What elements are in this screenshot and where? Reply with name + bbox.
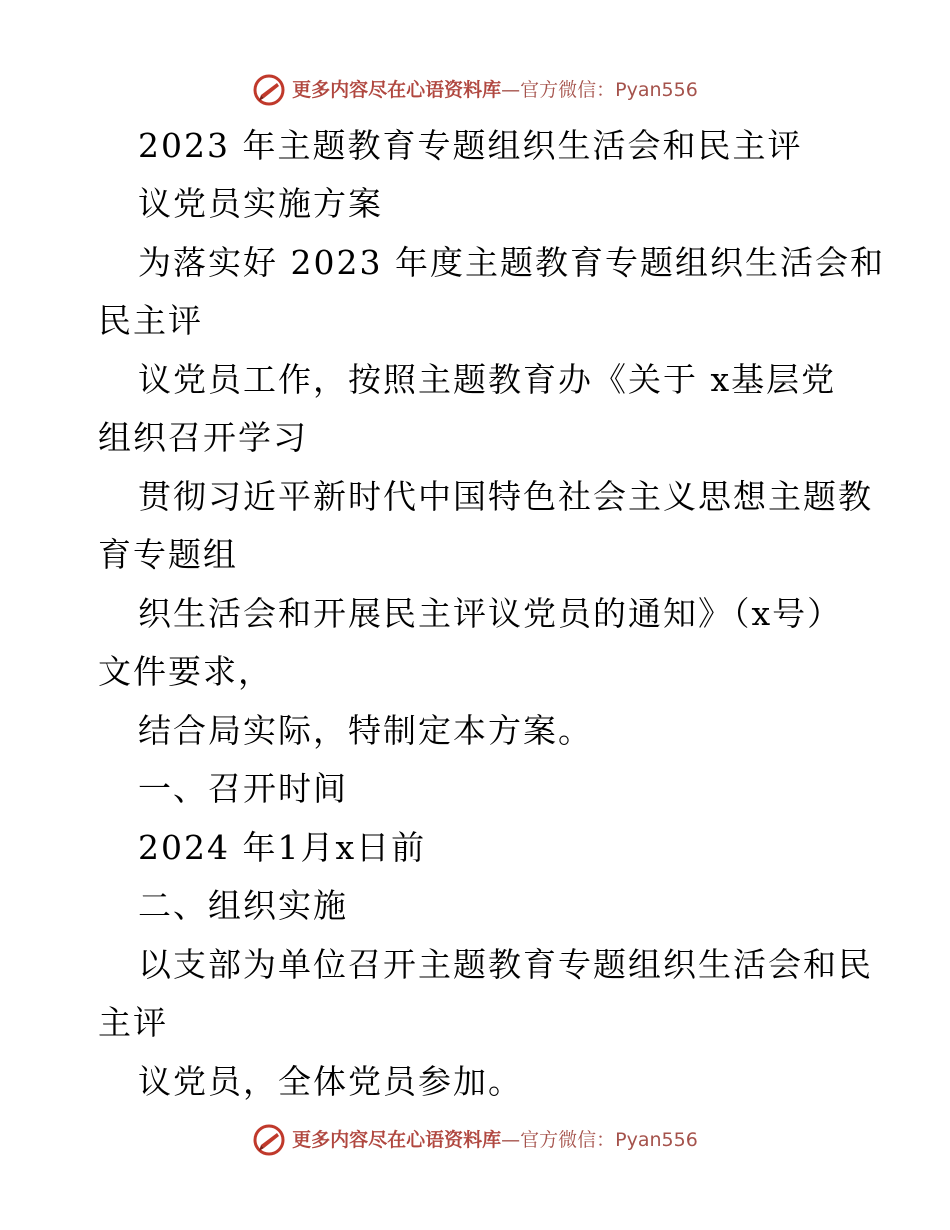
watermark-text-tail: —官方微信：Pyan556 — [501, 79, 698, 101]
doc-text-line: 结合局实际，特制定本方案。 — [138, 711, 593, 750]
doc-title-line-1: 2023 年主题教育专题组织生活会和民主评 — [138, 126, 803, 165]
doc-text-line: 2024 年1月x日前 — [138, 828, 427, 867]
section-heading-time: 一、召开时间 — [138, 769, 348, 808]
doc-text-line: 文件要求， — [98, 652, 273, 691]
section-heading-implementation: 二、组织实施 — [138, 886, 348, 925]
logo-icon — [252, 1123, 286, 1157]
watermark-text-main: 更多内容尽在心语资料库 — [292, 1129, 502, 1151]
watermark-banner-bottom — [0, 1120, 950, 1160]
watermark-banner-top — [0, 70, 950, 110]
watermark-text-tail: —官方微信：Pyan556 — [501, 1129, 698, 1151]
doc-text-line: 为落实好 2023 年度主题教育专题组织生活会和 — [138, 243, 885, 282]
doc-text-line: 贯彻习近平新时代中国特色社会主义思想主题教 — [138, 477, 873, 516]
watermark-text-main: 更多内容尽在心语资料库 — [292, 79, 502, 101]
doc-title-line-2: 议党员实施方案 — [138, 184, 383, 223]
doc-text-line: 育专题组 — [98, 535, 238, 574]
doc-text-line: 议党员工作，按照主题教育办《关于 x基层党 — [138, 360, 837, 399]
logo-icon — [252, 73, 286, 107]
doc-text-line: 组织召开学习 — [98, 418, 308, 457]
doc-text-line: 民主评 — [98, 301, 203, 340]
doc-text-line: 以支部为单位召开主题教育专题组织生活会和民 — [138, 945, 873, 984]
doc-text-line: 织生活会和开展民主评议党员的通知》（x号） — [138, 594, 843, 633]
doc-text-line: 主评 — [98, 1003, 168, 1042]
doc-text-line: 议党员，全体党员参加。 — [138, 1062, 523, 1101]
